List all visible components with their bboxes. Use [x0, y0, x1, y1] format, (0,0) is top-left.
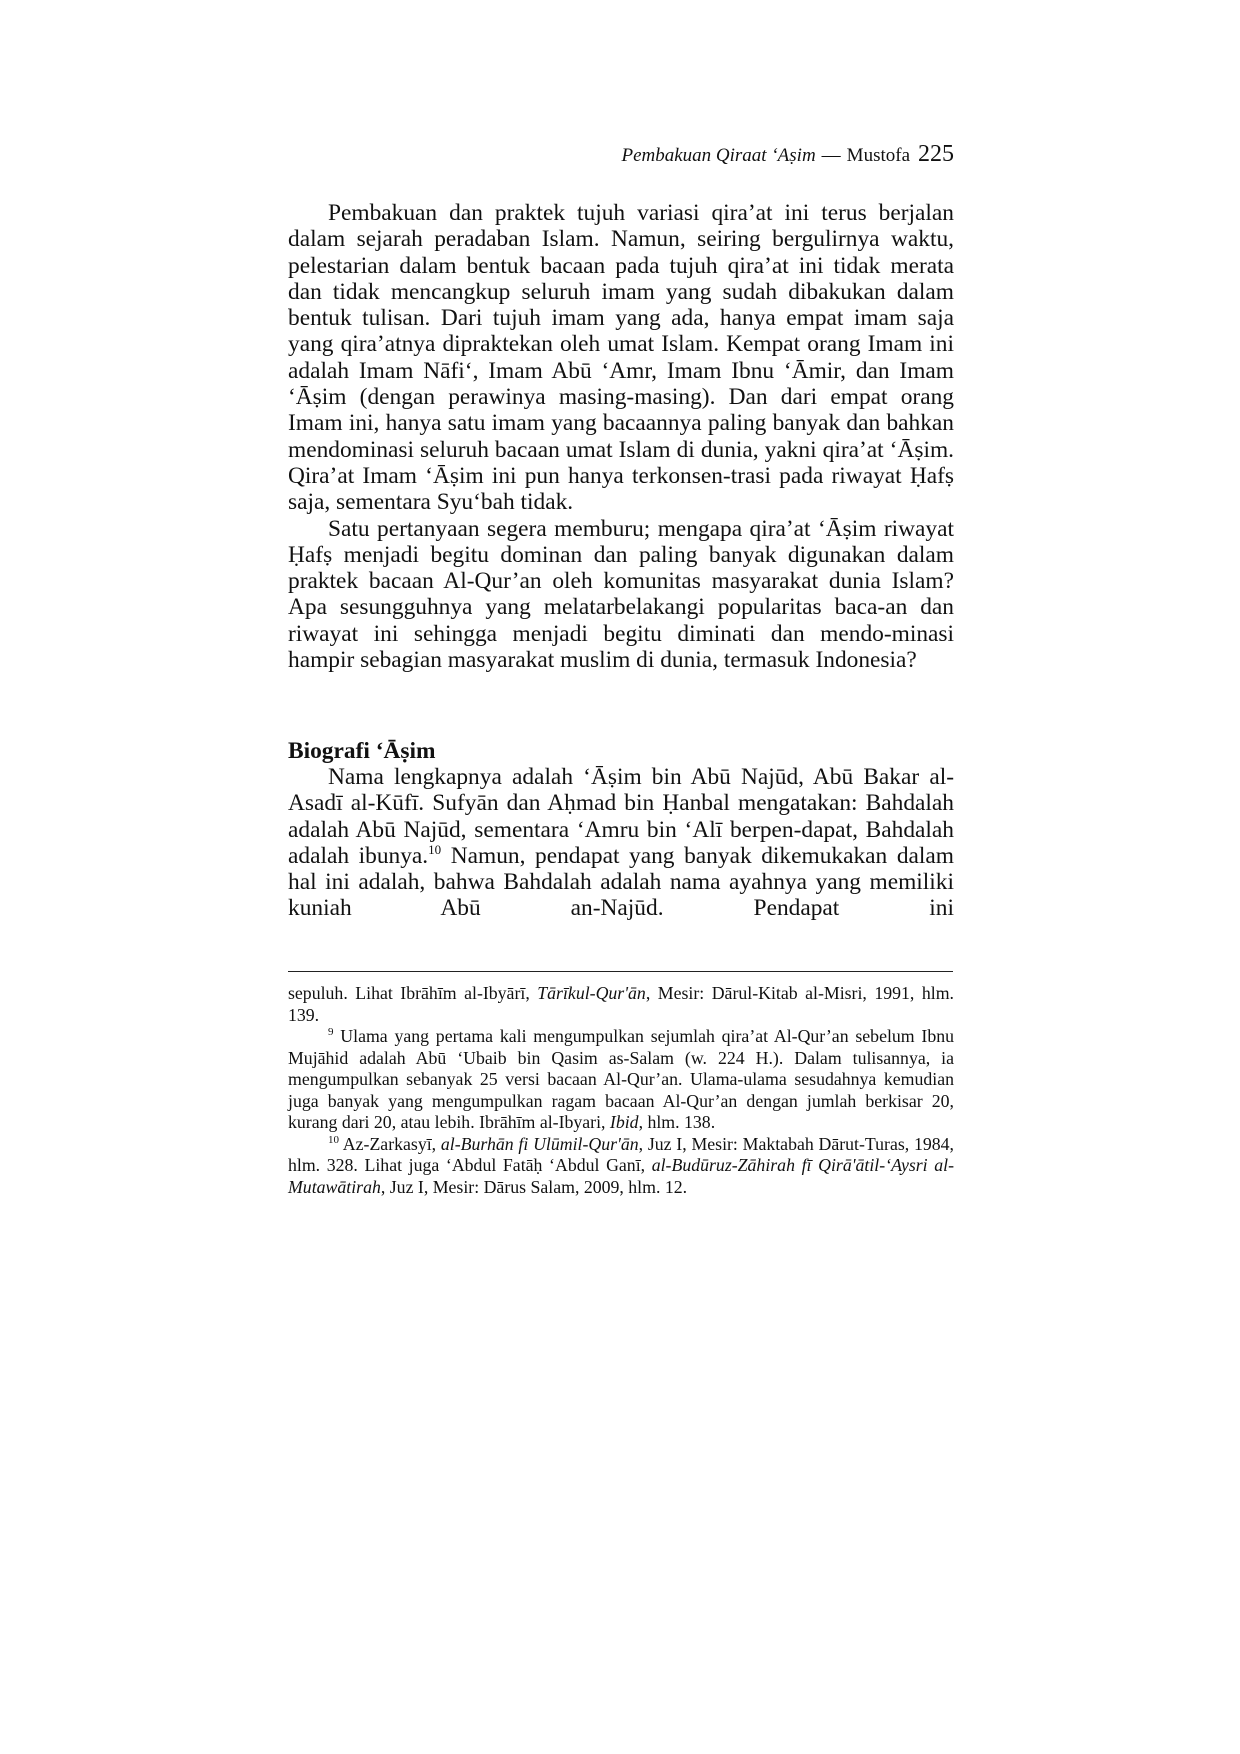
footnote-10-text-b: , Juz I, Mesir: Maktabah Dārut-Turas, 1984, hlm. 328. Lihat juga ‘Abdul Fatāḥ ‘Abdul Ganī,	[288, 1133, 954, 1175]
footnote-cont-text-a: sepuluh. Lihat Ibrāhīm al-Ibyārī,	[288, 983, 538, 1003]
footnote-ref-10: 10	[428, 842, 442, 858]
section-heading: Biografi ‘Āṣim	[288, 738, 436, 764]
footnote-cont-text-b: , Mesir: Dārul-Kitab al-Misri, 1991, hlm. 139.	[288, 983, 954, 1025]
running-header-dash: —	[821, 145, 841, 166]
running-header	[288, 142, 954, 168]
section-text-part-2: Namun, pendapat yang banyak dikemukakan dalam hal ini adalah, bahwa Bahdalah adalah nama ayahnya yang memiliki kuniah Abū an-Najūd. Pendapat ini	[288, 842, 954, 922]
section-text-part-1: Nama lengkapnya adalah ‘Āṣim bin Abū Najūd, Abū Bakar al-Asadī al-Kūfī. Sufyān dan Aḥmad bin Ḥanbal mengatakan: Bahdalah adalah Abū Najūd, sementara ‘Amru bin ‘Alī berpen-dapat, Bahdalah adalah ibunya.	[288, 764, 954, 869]
footnote-9-text-b: , hlm. 138.	[638, 1112, 716, 1132]
footnote-10-title-1: al-Burhān fi Ulūmil-Qur'ān	[440, 1133, 639, 1154]
footnote-cont-title: Tārīkul-Qur'ān	[537, 983, 646, 1003]
footnotes	[288, 983, 954, 1198]
footnote-10-text-a: Az-Zarkasyī,	[339, 1133, 441, 1154]
body-paragraph-2: Satu pertanyaan segera memburu; mengapa qira’at ‘Āṣim riwayat Ḥafṣ menjadi begitu dominan dan paling banyak digunakan dalam praktek bacaan Al-Qur’an oleh komunitas masyarakat dunia Islam? Apa sesungguhnya yang melatarbelakangi popularitas baca-an dan riwayat ini sehingga menjadi begitu diminati dan mendo-minasi hampir sebagian masyarakat muslim di dunia, termasuk Indonesia?	[288, 515, 954, 674]
footnote-10-number: 10	[328, 1133, 339, 1146]
running-header-title: Pembakuan Qiraat ‘Aṣim	[621, 145, 816, 166]
footnote-10-text-c: , Juz I, Mesir: Dārus Salam, 2009, hlm. 12.	[380, 1176, 688, 1197]
footnote-10	[288, 1134, 954, 1199]
footnote-divider	[288, 971, 953, 972]
footnote-continuation	[288, 983, 954, 1026]
section-text	[288, 764, 954, 922]
body-paragraph-1: Pembakuan dan praktek tujuh variasi qira’at ini terus berjalan dalam sejarah peradaban Islam. Namun, seiring bergulirnya waktu, pelestarian dalam bentuk bacaan pada tujuh qira’at ini tidak merata dan tidak mencangkup seluruh imam yang sudah dibakukan dalam bentuk tulisan. Dari tujuh imam yang ada, hanya empat imam saja yang qira’atnya dipraktekan oleh umat Islam. Kempat orang Imam ini adalah Imam Nāfi‘, Imam Abū ‘Amr, Imam Ibnu ‘Āmir, dan Imam ‘Āṣim (dengan perawinya masing-masing). Dan dari empat orang Imam ini, hanya satu imam yang bacaannya paling banyak dan bahkan mendominasi seluruh bacaan umat Islam di dunia, yakni qira’at ‘Āṣim. Qira’at Imam ‘Āṣim ini pun hanya terkonsen-trasi pada riwayat Ḥafṣ saja, sementara Syu‘bah tidak.	[288, 200, 954, 516]
footnote-10-title-2: al-Budūruz-Zāhirah fī Qirā'ātil-‘Aysri al-Mutawātirah	[288, 1155, 955, 1197]
body-text	[288, 200, 954, 673]
running-header-author: Mustofa	[846, 145, 910, 166]
footnote-9	[288, 1026, 954, 1134]
footnote-9-ibid: Ibid	[609, 1112, 639, 1132]
page-number: 225	[918, 141, 954, 167]
footnote-9-text-a: Ulama yang pertama kali mengumpulkan sejumlah qira’at Al-Qur’an sebelum Ibnu Mujāhid adalah Abū ‘Ubaib bin Qasim as-Salam (w. 224 H.). Dalam tulisannya, ia mengumpulkan sebanyak 25 versi bacaan Al-Qur’an. Ulama-ulama sesudahnya kemudian juga banyak yang mengumpulkan ragam bacaan Al-Qur’an dengan jumlah berkisar 20, kurang dari 20, atau lebih. Ibrāhīm al-Ibyari,	[288, 1026, 954, 1132]
section-paragraph-1	[288, 764, 954, 922]
footnote-9-number: 9	[328, 1026, 334, 1039]
